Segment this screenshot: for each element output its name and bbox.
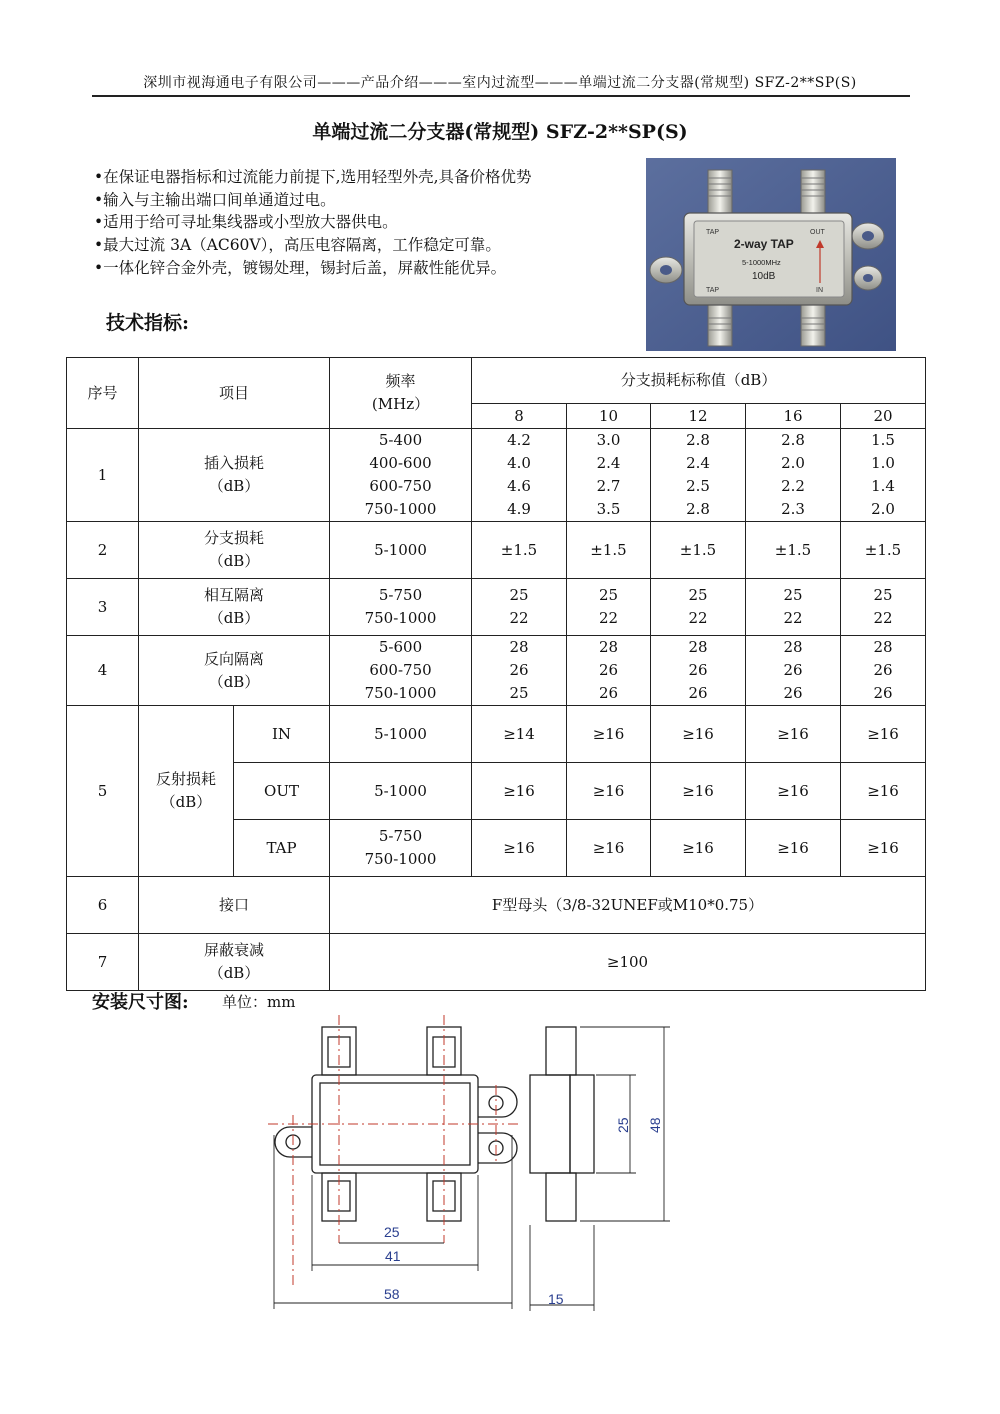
cell-value: ≥16	[651, 820, 746, 877]
cell-value: ±1.5	[841, 522, 926, 579]
header-freq: 频率 (MHz）	[330, 358, 472, 429]
dim-label-25w: 25	[384, 1224, 400, 1240]
row-freq: 5-600 600-750 750-1000	[330, 636, 472, 706]
cell-value: ≥16	[746, 763, 841, 820]
cell-value: ≥16	[746, 820, 841, 877]
cell-value: ±1.5	[651, 522, 746, 579]
row-freq: 5-400 400-600 600-750 750-1000	[330, 429, 472, 522]
cell-value: 28 26 26	[651, 636, 746, 706]
cell-value: 4.2 4.0 4.6 4.9	[472, 429, 567, 522]
header-rule	[92, 95, 910, 97]
feature-text: 在保证电器指标和过流能力前提下,选用轻型外壳,具备价格优势	[103, 168, 532, 186]
feature-text: 一体化锌合金外壳，镀锡处理，锡封后盖，屏蔽性能优异。	[103, 258, 507, 277]
header-item: 项目	[139, 358, 330, 429]
dim-label-58: 58	[384, 1286, 400, 1302]
cell-value: ≥16	[841, 706, 926, 763]
photo-port-tap-top: TAP	[706, 229, 720, 236]
cell-value: 25 22	[567, 579, 651, 636]
dim-label-25h: 25	[615, 1117, 631, 1133]
dim-label-48: 48	[647, 1117, 663, 1133]
cell-value: ≥16	[567, 706, 651, 763]
row-item: 接口	[139, 877, 330, 934]
dim-label-41: 41	[385, 1248, 401, 1264]
cell-value: ≥16	[651, 706, 746, 763]
col-header: 12	[651, 404, 746, 429]
photo-port-tap-bottom: TAP	[706, 287, 720, 294]
dim-label-15: 15	[548, 1291, 564, 1307]
spec-table	[66, 357, 926, 991]
cell-value: 25 22	[841, 579, 926, 636]
cell-value: ≥16	[472, 820, 567, 877]
cell-value: ≥16	[841, 763, 926, 820]
table-row	[67, 636, 926, 706]
row-port: TAP	[234, 820, 330, 877]
cell-value: ±1.5	[746, 522, 841, 579]
header-no: 序号	[67, 358, 139, 429]
feature-text: 输入与主输出端口间单通道过电。	[103, 190, 336, 209]
cell-value: 25 22	[746, 579, 841, 636]
cell-value: ≥14	[472, 706, 567, 763]
cell-value: ±1.5	[472, 522, 567, 579]
cell-value: ≥16	[567, 820, 651, 877]
col-header: 16	[746, 404, 841, 429]
row-no: 3	[67, 579, 139, 636]
cell-value: 28 26 26	[746, 636, 841, 706]
cell-value: 25 22	[651, 579, 746, 636]
table-row	[67, 522, 926, 579]
row-no: 7	[67, 934, 139, 991]
cell-value: ±1.5	[567, 522, 651, 579]
table-row	[67, 706, 926, 763]
row-freq: 5-750 750-1000	[330, 579, 472, 636]
feature-item: •最大过流 3A（AC60V），高压电容隔离，工作稳定可靠。	[94, 236, 501, 255]
photo-label-main: 2-way TAP	[734, 237, 794, 251]
table-row	[67, 877, 926, 934]
row-freq: 5-1000	[330, 522, 472, 579]
row-value: F型母头（3/8-32UNEF或M10*0.75）	[330, 877, 926, 934]
row-freq: 5-1000	[330, 706, 472, 763]
document-title: 单端过流二分支器(常规型) SFZ-2**SP(S)	[312, 121, 688, 143]
cell-value: 3.0 2.4 2.7 3.5	[567, 429, 651, 522]
feature-item: •一体化锌合金外壳，镀锡处理，锡封后盖，屏蔽性能优异。	[94, 258, 507, 277]
feature-item: •适用于给可寻址集线器或小型放大器供电。	[94, 213, 398, 232]
row-freq: 5-1000	[330, 763, 472, 820]
row-item: 反向隔离 （dB）	[139, 636, 330, 706]
cell-value: 28 26 26	[567, 636, 651, 706]
cell-value: ≥16	[472, 763, 567, 820]
table-row	[67, 579, 926, 636]
col-header: 20	[841, 404, 926, 429]
cell-value: ≥16	[746, 706, 841, 763]
col-header: 10	[567, 404, 651, 429]
cell-value: 2.8 2.4 2.5 2.8	[651, 429, 746, 522]
cell-value: 2.8 2.0 2.2 2.3	[746, 429, 841, 522]
feature-text: 适用于给可寻址集线器或小型放大器供电。	[103, 213, 398, 232]
feature-item: •在保证电器指标和过流能力前提下,选用轻型外壳,具备价格优势	[94, 168, 532, 186]
row-item: 反射损耗 （dB）	[139, 706, 234, 877]
row-no: 4	[67, 636, 139, 706]
side-view	[530, 1027, 594, 1221]
cell-value: ≥16	[841, 820, 926, 877]
centre-lines	[268, 1015, 520, 1285]
cell-value: 28 26 25	[472, 636, 567, 706]
table-row	[67, 429, 926, 522]
col-header: 8	[472, 404, 567, 429]
row-value: ≥100	[330, 934, 926, 991]
cell-value: 25 22	[472, 579, 567, 636]
cell-value: 1.5 1.0 1.4 2.0	[841, 429, 926, 522]
feature-list	[94, 166, 532, 280]
row-item: 插入损耗 （dB）	[139, 429, 330, 522]
header-branch-loss: 分支损耗标称值（dB）	[472, 358, 926, 404]
row-item: 屏蔽衰减 （dB）	[139, 934, 330, 991]
cell-value: ≥16	[567, 763, 651, 820]
row-freq: 5-750 750-1000	[330, 820, 472, 877]
row-item: 分支损耗 （dB）	[139, 522, 330, 579]
product-photo	[646, 158, 896, 351]
install-unit: 单位：mm	[222, 993, 296, 1011]
photo-label-freq: 5-1000MHz	[742, 258, 781, 267]
page-header: 深圳市视海通电子有限公司———产品介绍———室内过流型———单端过流二分支器(常规型) SFZ-2**SP(S)	[143, 75, 857, 91]
install-heading: 安装尺寸图:	[92, 992, 189, 1013]
cell-value: 28 26 26	[841, 636, 926, 706]
row-no: 5	[67, 706, 139, 877]
row-port: IN	[234, 706, 330, 763]
dimension-lines	[274, 1027, 670, 1311]
spec-heading: 技术指标:	[106, 312, 190, 334]
row-port: OUT	[234, 763, 330, 820]
photo-label-db: 10dB	[752, 271, 776, 282]
cell-value: ≥16	[651, 763, 746, 820]
row-item: 相互隔离 （dB）	[139, 579, 330, 636]
row-no: 2	[67, 522, 139, 579]
row-no: 6	[67, 877, 139, 934]
row-no: 1	[67, 429, 139, 522]
photo-port-in: IN	[816, 287, 823, 294]
feature-text: 最大过流 3A（AC60V），高压电容隔离，工作稳定可靠。	[103, 236, 501, 255]
table-row	[67, 934, 926, 991]
photo-port-out: OUT	[810, 229, 825, 236]
dimension-drawing	[260, 1015, 680, 1315]
feature-item: •输入与主输出端口间单通道过电。	[94, 190, 336, 209]
